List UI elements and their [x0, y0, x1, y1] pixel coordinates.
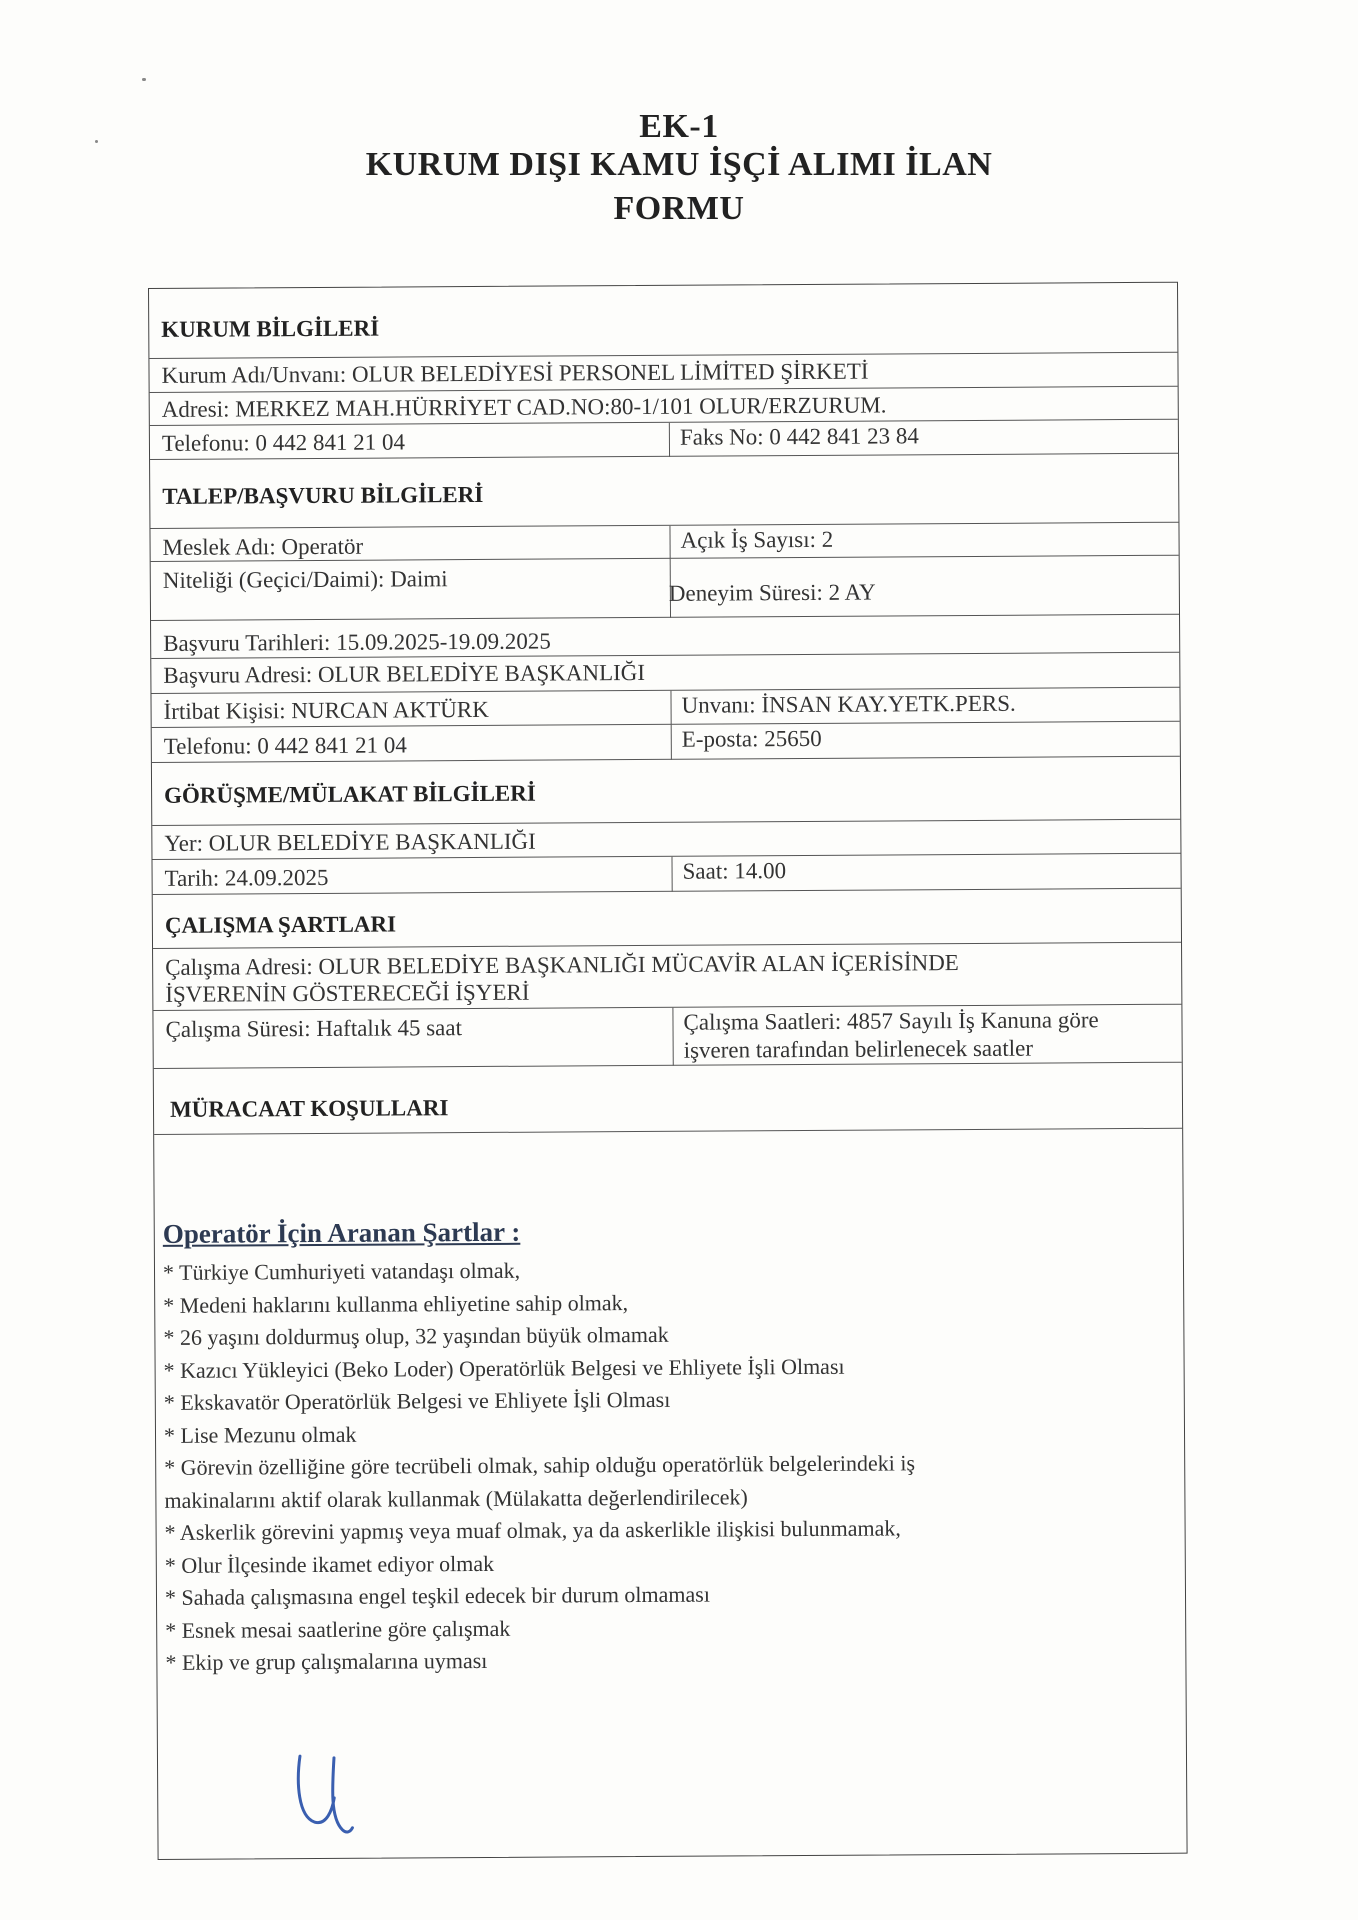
kurum-ad: Kurum Adı/Unvanı: OLUR BELEDİYESİ PERSONEL LİMİTED ŞİRKETİ: [161, 358, 869, 388]
requirement-item: * Kazıcı Yükleyici (Beko Loder) Operatörlük Belgesi ve Ehliyete İşli Olması: [163, 1353, 845, 1383]
page-title: KURUM DIŞI KAMU İŞÇİ ALIMI İLAN: [365, 146, 993, 183]
section-title: MÜRACAAT KOŞULLARI: [169, 1095, 449, 1122]
calisma-saatleri-line2: işveren tarafından belirlenecek saatler: [683, 1035, 1034, 1063]
irtibat-kisisi: İrtibat Kişisi: NURCAN AKTÜRK: [163, 696, 489, 724]
kurum-faks: Faks No: 0 442 841 23 84: [679, 423, 919, 450]
requirement-item: makinalarını aktif olarak kullanmak (Mülakatta değerlendirilecek): [164, 1483, 748, 1513]
section-calisma: [153, 889, 1181, 949]
row-calisma-adresi: [153, 943, 1181, 1011]
requirement-item: * Esnek mesai saatlerine göre çalışmak: [165, 1615, 511, 1643]
unvani: Unvanı: İNSAN KAY.YETK.PERS.: [681, 690, 1016, 718]
requirement-item: * Medeni haklarını kullanma ehliyetine sahip olmak,: [163, 1289, 629, 1318]
requirement-item: * Türkiye Cumhuriyeti vatandaşı olmak,: [162, 1257, 521, 1285]
deneyim-suresi: Deneyim Süresi: 2 AY: [668, 579, 876, 606]
divider: [671, 725, 672, 760]
kurum-telefon: Telefonu: 0 442 841 21 04: [161, 429, 406, 456]
divider: [669, 423, 670, 457]
section-title: GÖRÜŞME/MÜLAKAT BİLGİLERİ: [164, 780, 536, 808]
meslek-adi: Meslek Adı: Operatör: [162, 533, 364, 560]
gorusme-saat: Saat: 14.00: [682, 858, 787, 884]
calisma-suresi: Çalışma Süresi: Haftalık 45 saat: [165, 1015, 462, 1042]
calisma-saatleri-line1: Çalışma Saatleri: 4857 Sayılı İş Kanuna göre: [683, 1007, 1099, 1035]
section-talep: [150, 454, 1178, 529]
row-nitelik: [151, 556, 1179, 621]
section-muracaat: [154, 1063, 1182, 1135]
section-title: ÇALIŞMA ŞARTLARI: [164, 911, 397, 938]
row-calisma-suresi: [153, 1005, 1181, 1069]
handwritten-initial: [286, 1738, 367, 1848]
talep-telefon: Telefonu: 0 442 841 21 04: [163, 732, 407, 759]
signature-stroke: [298, 1756, 352, 1833]
ek-label: EK-1: [639, 108, 719, 145]
form-table: [148, 282, 1188, 1860]
divider: [670, 691, 671, 725]
divider: [669, 526, 670, 559]
section-gorusme: [152, 757, 1180, 826]
requirement-item: * Görevin özelliğine göre tecrübeli olmak, sahip olduğu operatörlük belgelerindeki iş: [164, 1450, 916, 1480]
page-title-line2: FORMU: [613, 190, 745, 227]
requirement-item: * Lise Mezunu olmak: [163, 1421, 357, 1448]
kurum-adres: Adresi: MERKEZ MAH.HÜRRİYET CAD.NO:80-1/101 OLUR/ERZURUM.: [161, 392, 887, 422]
requirement-item: * Ekskavatör Operatörlük Belgesi ve Ehliyete İşli Olması: [163, 1386, 671, 1415]
requirements-list: [163, 1252, 916, 1679]
basvuru-tarihleri: Başvuru Tarihleri: 15.09.2025-19.09.2025: [163, 628, 551, 656]
e-posta: E-posta: 25650: [681, 725, 822, 752]
section-title: KURUM BİLGİLERİ: [161, 315, 380, 342]
requirement-item: * Sahada çalışmasına engel teşkil edecek bir durum olmaması: [164, 1581, 711, 1610]
requirement-item: * 26 yaşını doldurmuş olup, 32 yaşından büyük olmamak: [163, 1321, 669, 1350]
calisma-adresi-line2: İŞVERENİN GÖSTERECEĞİ İŞYERİ: [165, 979, 530, 1007]
section-title: TALEP/BAŞVURU BİLGİLERİ: [162, 481, 484, 509]
acik-is-sayisi: Açık İş Sayısı: 2: [680, 526, 834, 553]
requirement-item: * Askerlik görevini yapmış veya muaf olmak, ya da askerlikle ilişkisi bulunmamak,: [164, 1515, 901, 1545]
calisma-adresi-line1: Çalışma Adresi: OLUR BELEDİYE BAŞKANLIĞI MÜCAVİR ALAN İÇERİSİNDE: [165, 950, 959, 980]
niteligi: Niteliği (Geçici/Daimi): Daimi: [162, 566, 448, 593]
divider: [672, 1008, 673, 1066]
gorusme-tarih: Tarih: 24.09.2025: [164, 864, 329, 891]
gorusme-yer: Yer: OLUR BELEDİYE BAŞKANLIĞI: [164, 828, 536, 856]
basvuru-adresi: Başvuru Adresi: OLUR BELEDİYE BAŞKANLIĞI: [163, 659, 646, 688]
requirements-title: Operatör İçin Aranan Şartlar :: [162, 1216, 521, 1249]
requirement-item: * Olur İlçesinde ikamet ediyor olmak: [164, 1550, 495, 1578]
scan-speck: [142, 78, 146, 81]
section-kurum: [149, 283, 1177, 359]
divider: [671, 857, 672, 892]
row-basvuru-tarihleri: [151, 615, 1179, 659]
requirement-item: * Ekip ve grup çalışmalarına uyması: [165, 1647, 488, 1675]
